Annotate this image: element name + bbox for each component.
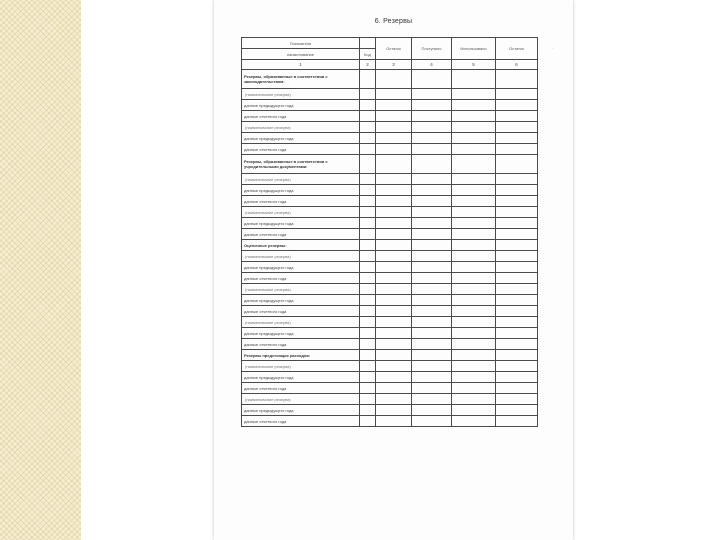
- table-cell: [360, 111, 376, 122]
- row-label: данные предыдущего года: [242, 262, 360, 273]
- table-cell: [496, 111, 538, 122]
- table-cell: [496, 273, 538, 284]
- table-cell: [496, 251, 538, 262]
- table-cell: [452, 394, 496, 405]
- table-cell: [412, 122, 452, 133]
- row-label: (наименование резерва): [242, 89, 360, 100]
- table-cell: [452, 218, 496, 229]
- reserve-name-row: [242, 207, 538, 218]
- row-label: (наименование резерва): [242, 207, 360, 218]
- data-row: [242, 196, 538, 207]
- table-cell: [452, 122, 496, 133]
- table-cell: [360, 144, 376, 155]
- col-number: 4: [412, 60, 452, 70]
- row-label: (наименование резерва): [242, 284, 360, 295]
- table-cell: [496, 383, 538, 394]
- table-cell: [360, 350, 376, 361]
- table-cell: [412, 405, 452, 416]
- table-cell: [412, 416, 452, 427]
- decorative-pattern-strip: [0, 0, 81, 540]
- table-cell: [452, 383, 496, 394]
- table-cell: [376, 328, 412, 339]
- table-cell: [376, 185, 412, 196]
- table-cell: [412, 111, 452, 122]
- table-cell: [452, 416, 496, 427]
- table-cell: [412, 295, 452, 306]
- table-cell: [452, 262, 496, 273]
- table-cell: [452, 196, 496, 207]
- table-cell: [496, 133, 538, 144]
- table-cell: [452, 229, 496, 240]
- table-cell: [376, 100, 412, 111]
- table-cell: [412, 262, 452, 273]
- table-cell: [412, 273, 452, 284]
- table-cell: [376, 284, 412, 295]
- section-row: [242, 240, 538, 251]
- table-cell: [496, 317, 538, 328]
- reserve-name-row: [242, 284, 538, 295]
- col-number: 5: [452, 60, 496, 70]
- table-cell: [452, 70, 496, 89]
- table-cell: [360, 405, 376, 416]
- table-cell: [452, 155, 496, 174]
- table-cell: [360, 273, 376, 284]
- table-cell: [360, 185, 376, 196]
- reserve-name-row: [242, 174, 538, 185]
- table-cell: [496, 394, 538, 405]
- table-cell: [412, 218, 452, 229]
- data-row: [242, 185, 538, 196]
- table-cell: [496, 262, 538, 273]
- row-label: данные предыдущего года: [242, 133, 360, 144]
- section-row: [242, 155, 538, 174]
- header-col-1: Остаток: [376, 38, 412, 60]
- table-cell: [360, 174, 376, 185]
- data-row: [242, 383, 538, 394]
- row-label: данные отчетного года: [242, 306, 360, 317]
- table-cell: [412, 174, 452, 185]
- table-cell: [412, 372, 452, 383]
- table-cell: [452, 251, 496, 262]
- table-cell: [496, 405, 538, 416]
- table-cell: [376, 89, 412, 100]
- header-col-2: Поступило: [412, 38, 452, 60]
- table-cell: [412, 207, 452, 218]
- table-cell: [452, 100, 496, 111]
- column-number-row: [242, 60, 538, 70]
- row-label: данные отчетного года: [242, 383, 360, 394]
- table-cell: [360, 196, 376, 207]
- page-title: 6. Резервы: [374, 18, 413, 25]
- table-cell: [376, 240, 412, 251]
- data-row: [242, 218, 538, 229]
- row-label: данные отчетного года: [242, 196, 360, 207]
- table-cell: [376, 155, 412, 174]
- margin-mark: -: [552, 45, 554, 50]
- table-cell: [360, 383, 376, 394]
- table-cell: [412, 100, 452, 111]
- table-cell: [360, 155, 376, 174]
- table-cell: [360, 218, 376, 229]
- col-number: 6: [496, 60, 538, 70]
- col-number: 2: [360, 60, 376, 70]
- data-row: [242, 295, 538, 306]
- header-code-spacer: [360, 38, 376, 49]
- reserves-table: [241, 37, 538, 427]
- table-cell: [376, 317, 412, 328]
- data-row: [242, 405, 538, 416]
- row-label: (наименование резерва): [242, 317, 360, 328]
- table-cell: [376, 218, 412, 229]
- table-cell: [376, 196, 412, 207]
- table-cell: [376, 295, 412, 306]
- table-cell: [496, 284, 538, 295]
- table-cell: [452, 89, 496, 100]
- reserve-name-row: [242, 317, 538, 328]
- table-cell: [452, 144, 496, 155]
- table-cell: [452, 185, 496, 196]
- table-cell: [496, 207, 538, 218]
- data-row: [242, 273, 538, 284]
- row-label: (наименование резерва): [242, 251, 360, 262]
- row-label: Резервы, образованные в соответствии с учредительными документами:: [242, 155, 360, 174]
- data-row: [242, 416, 538, 427]
- table-cell: [360, 339, 376, 350]
- table-cell: [360, 372, 376, 383]
- reserve-name-row: [242, 251, 538, 262]
- row-label: данные отчетного года: [242, 144, 360, 155]
- table-cell: [376, 416, 412, 427]
- table-cell: [376, 361, 412, 372]
- table-cell: [376, 122, 412, 133]
- table-cell: [360, 133, 376, 144]
- reserve-name-row: [242, 89, 538, 100]
- table-cell: [412, 317, 452, 328]
- table-cell: [496, 185, 538, 196]
- header-indicator: Показатели: [242, 38, 360, 49]
- table-cell: [360, 394, 376, 405]
- row-label: данные предыдущего года: [242, 295, 360, 306]
- table-cell: [376, 306, 412, 317]
- row-label: (наименование резерва): [242, 361, 360, 372]
- header-col-4: Остаток: [496, 38, 538, 60]
- table-cell: [496, 229, 538, 240]
- table-cell: [452, 405, 496, 416]
- table-cell: [452, 240, 496, 251]
- table-cell: [360, 229, 376, 240]
- row-label: данные отчетного года: [242, 111, 360, 122]
- data-row: [242, 306, 538, 317]
- table-cell: [412, 251, 452, 262]
- table-cell: [360, 251, 376, 262]
- table-cell: [360, 306, 376, 317]
- table-cell: [496, 361, 538, 372]
- table-cell: [496, 339, 538, 350]
- table-cell: [360, 100, 376, 111]
- table-cell: [360, 317, 376, 328]
- table-cell: [496, 372, 538, 383]
- header-code: Код: [360, 49, 376, 60]
- table-cell: [496, 240, 538, 251]
- table-cell: [376, 174, 412, 185]
- col-number: 1: [242, 60, 360, 70]
- row-label: (наименование резерва): [242, 174, 360, 185]
- table-cell: [412, 196, 452, 207]
- data-row: [242, 133, 538, 144]
- row-label: данные предыдущего года: [242, 372, 360, 383]
- table-cell: [496, 295, 538, 306]
- table-cell: [376, 372, 412, 383]
- table-cell: [452, 133, 496, 144]
- table-cell: [496, 89, 538, 100]
- reserve-name-row: [242, 122, 538, 133]
- row-label: данные отчетного года: [242, 339, 360, 350]
- table-cell: [376, 405, 412, 416]
- table-cell: [360, 89, 376, 100]
- table-cell: [360, 262, 376, 273]
- data-row: [242, 328, 538, 339]
- section-row: [242, 350, 538, 361]
- table-cell: [376, 251, 412, 262]
- table-cell: [452, 317, 496, 328]
- table-cell: [452, 111, 496, 122]
- scanned-document-page: [214, 0, 573, 540]
- table-cell: [412, 240, 452, 251]
- table-cell: [452, 350, 496, 361]
- data-row: [242, 100, 538, 111]
- data-row: [242, 339, 538, 350]
- table-cell: [376, 207, 412, 218]
- table-cell: [496, 350, 538, 361]
- table-cell: [496, 196, 538, 207]
- data-row: [242, 111, 538, 122]
- table-cell: [496, 306, 538, 317]
- table-cell: [496, 416, 538, 427]
- table-cell: [412, 284, 452, 295]
- table-cell: [412, 133, 452, 144]
- table-cell: [412, 155, 452, 174]
- row-label: данные отчетного года: [242, 416, 360, 427]
- row-label: данные предыдущего года: [242, 100, 360, 111]
- table-cell: [376, 111, 412, 122]
- table-cell: [496, 174, 538, 185]
- table-cell: [376, 350, 412, 361]
- table-cell: [452, 328, 496, 339]
- table-cell: [452, 361, 496, 372]
- table-cell: [412, 361, 452, 372]
- table-cell: [376, 229, 412, 240]
- row-label: данные отчетного года: [242, 229, 360, 240]
- table-cell: [412, 306, 452, 317]
- table-cell: [412, 89, 452, 100]
- table-cell: [360, 328, 376, 339]
- header-name: наименование: [242, 49, 360, 60]
- col-number: 3: [376, 60, 412, 70]
- table-cell: [360, 361, 376, 372]
- reserve-name-row: [242, 361, 538, 372]
- row-label: данные предыдущего года: [242, 328, 360, 339]
- table-cell: [360, 122, 376, 133]
- table-cell: [496, 328, 538, 339]
- table-cell: [376, 70, 412, 89]
- data-row: [242, 229, 538, 240]
- table-cell: [360, 207, 376, 218]
- table-cell: [376, 339, 412, 350]
- table-cell: [496, 144, 538, 155]
- data-row: [242, 372, 538, 383]
- header-col-3: Использовано: [452, 38, 496, 60]
- table-cell: [376, 273, 412, 284]
- row-label: данные предыдущего года: [242, 405, 360, 416]
- table-cell: [452, 174, 496, 185]
- table-cell: [452, 372, 496, 383]
- table-cell: [412, 144, 452, 155]
- table-cell: [376, 394, 412, 405]
- row-label: Оценочные резервы:: [242, 240, 360, 251]
- table-cell: [412, 394, 452, 405]
- row-label: Резервы предстоящих расходов:: [242, 350, 360, 361]
- table-cell: [452, 284, 496, 295]
- table-cell: [360, 284, 376, 295]
- row-label: данные отчетного года: [242, 273, 360, 284]
- table-cell: [496, 70, 538, 89]
- data-row: [242, 262, 538, 273]
- table-cell: [496, 155, 538, 174]
- table-cell: [360, 295, 376, 306]
- table-cell: [376, 383, 412, 394]
- table-cell: [496, 122, 538, 133]
- table-cell: [452, 207, 496, 218]
- table-cell: [452, 273, 496, 284]
- table-cell: [360, 416, 376, 427]
- table-cell: [496, 100, 538, 111]
- table-cell: [412, 383, 452, 394]
- table-header-row: [242, 38, 538, 49]
- data-row: [242, 144, 538, 155]
- table-cell: [376, 262, 412, 273]
- row-label: данные предыдущего года: [242, 218, 360, 229]
- table-cell: [452, 295, 496, 306]
- table-cell: [412, 328, 452, 339]
- table-cell: [360, 240, 376, 251]
- row-label: (наименование резерва): [242, 122, 360, 133]
- table-cell: [452, 339, 496, 350]
- table-cell: [360, 70, 376, 89]
- table-cell: [412, 185, 452, 196]
- table-cell: [452, 306, 496, 317]
- table-cell: [412, 339, 452, 350]
- table-cell: [376, 144, 412, 155]
- row-label: данные предыдущего года: [242, 185, 360, 196]
- table-cell: [496, 218, 538, 229]
- row-label: Резервы, образованные в соответствии с законодательством:: [242, 70, 360, 89]
- table-cell: [412, 70, 452, 89]
- table-cell: [412, 229, 452, 240]
- table-cell: [412, 350, 452, 361]
- section-row: [242, 70, 538, 89]
- reserve-name-row: [242, 394, 538, 405]
- table-cell: [376, 133, 412, 144]
- row-label: (наименование резерва): [242, 394, 360, 405]
